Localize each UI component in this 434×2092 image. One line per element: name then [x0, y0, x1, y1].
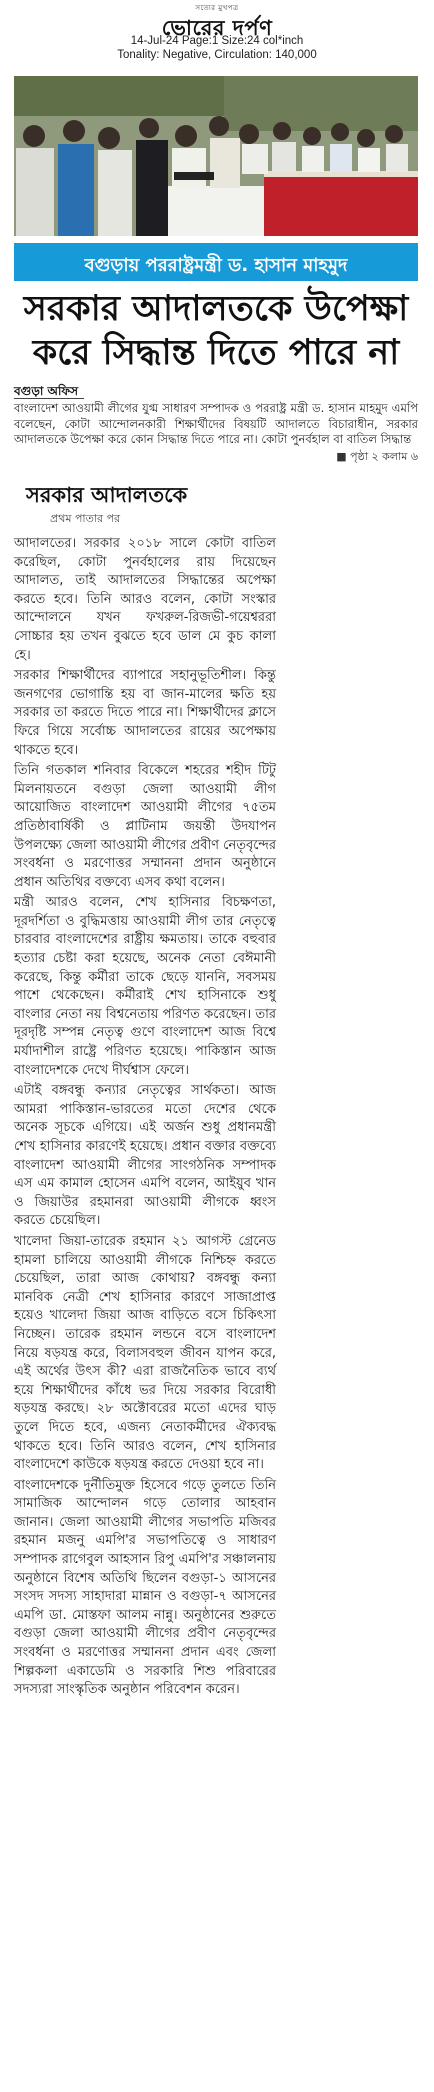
- body-paragraph: আদালতের। সরকার ২০১৮ সালে কোটা বাতিল করেছিল, কোটা পুনর্বহালের রায় দিয়েছেন আদালত, তাই আদালতের সিদ্ধান্তের অপেক্ষা করতে হবে। তিনি আরও বলেন, কোটা সংস্কার আন্দোলনে যখন ফখরুল-রিজভী-গয়েশ্বররা সোচ্চার হয় তখন বুঝতে হবে ডাল মে কুচ কালা হে।: [14, 536, 276, 663]
- body-paragraph: তিনি গতকাল শনিবার বিকেলে শহরের শহীদ টিটু মিলনায়তনে বগুড়া জেলা আওয়ামী লীগ আয়োজিত বাংলাদেশ আওয়ামী লীগের ৭৫তম প্রতিষ্ঠাবার্ষিকী ও প্লাটিনাম জয়ন্তী উদযাপন উপলক্ষ্যে জেলা আওয়ামী লীগের প্রবীণ নেতৃবৃন্দের সংবর্ধনা ও মরণোত্তর সম্মাননা প্রদান অনুষ্ঠানে প্রধান অতিথির বক্তব্যে এসব কথা বলেন।: [14, 763, 276, 890]
- lede-paragraph: বাংলাদেশ আওয়ামী লীগের যুগ্ম সাধারণ সম্পাদক ও পররাষ্ট্র মন্ত্রী ড. হাসান মাহমুদ এমপি বলেছেন, কোটা আন্দোলনকারী শিক্ষার্থীদের বিষয়টি আদালতে বিচারাধীন, সরকার আদালতকে উপেক্ষা করে কোন সিদ্ধান্ত দিতে পারে না। কোটা পুনর্বহাল বা বাতিল সিদ্ধান্ত: [14, 401, 418, 446]
- clipping-tonality: Tonality: Negative, Circulation: 140,000: [117, 49, 317, 61]
- event-photo-image: [14, 76, 418, 236]
- kicker-text: বগুড়ায় পররাষ্ট্রমন্ত্রী ড. হাসান মাহমুদ: [84, 255, 348, 276]
- continuation-subtitle: প্রথম পাতার পর: [50, 512, 121, 525]
- body-paragraph: খালেদা জিয়া-তারেক রহমান ২১ আগস্ট গ্রেনেড হামলা চালিয়ে আওয়ামী লীগকে নিশ্চিহ্ন করতে চেয়েছিল, তারা আজ কোথায়? বঙ্গবন্ধু কন্যা মানবিক নেত্রী শেখ হাসিনার কারণে সাজাপ্রাপ্ত হয়েও খালেদা জিয়া আজ বাড়িতে বসে চিকিৎসা নিচ্ছেন। তারেক রহমান লন্ডনে বসে বাংলাদেশ নিয়ে ষড়যন্ত্র করে, বিলাসবহুল জীবন যাপন করে, এই অর্থের উৎস কী? এরা রাজনৈতিক ভাবে ব্যর্থ হয়ে শিক্ষার্থীদের কাঁধে ভর দিয়ে সরকার বিরোধী ষড়যন্ত্র করছে। ২৮ অক্টোবরের মতো এদের ঘাড় তুলে দিতে হবে, এজন্য নেতাকর্মীদের ঐক্যবদ্ধ থাকতে হবে। তিনি আরও বলেন, শেখ হাসিনার বাংলাদেশে কাউকে ষড়যন্ত্র করতে দেওয়া হবে না।: [14, 1233, 276, 1473]
- headline: সরকার আদালতকে উপেক্ষা করে সিদ্ধান্ত দিতে পারে না: [23, 289, 409, 373]
- clipping-header: [0, 0, 434, 74]
- continuation-column: [14, 482, 276, 1700]
- event-photo: [14, 76, 418, 236]
- dateline-office: বগুড়া অফিস: [14, 384, 79, 398]
- continued-on-page: ■ পৃষ্ঠা ২ কলাম ৬: [336, 450, 418, 463]
- body-paragraph: সরকার শিক্ষার্থীদের ব্যাপারে সহানুভূতিশীল। কিন্তু জনগণের ভোগান্তি হয় বা জান-মালের ক্ষতি হয় সরকার তা করতে দিতে পারে না। শিক্ষার্থীদের ক্লাসে ফিরে গিয়ে সর্বোচ্চ আদালতের রায়ের অপেক্ষায় থাকতে হবে।: [14, 668, 276, 758]
- dateline-underline: [14, 398, 84, 399]
- body-paragraph: এটাই বঙ্গবন্ধু কন্যার নেতৃত্বের সার্থকতা। আজ আমরা পাকিস্তান-ভারতের মতো দেশের থেকে অনেক সূচকে এগিয়ে। এই অর্জন শুধু প্রধানমন্ত্রী শেখ হাসিনার কারণেই হয়েছে। প্রধান বক্তার বক্তব্যে বাংলাদেশ আওয়ামী লীগের সাংগঠনিক সম্পাদক এস এম কামাল হোসেন এমপি বলেন, আইয়ুব খান ও জিয়াউর রহমানরা আওয়ামী লীগকে ধ্বংস করতে চেয়েছিল।: [14, 1083, 276, 1229]
- clipping-date-size: 14-Jul-24 Page:1 Size:24 col*inch: [130, 35, 304, 47]
- body-paragraph: বাংলাদেশকে দুর্নীতিমুক্ত হিসেবে গড়ে তুলতে তিনি সামাজিক আন্দোলন গড়ে তোলার আহবান জানান। জেলা আওয়ামী লীগের সভাপতি মজিবর রহমান মজনু এমপি'র সভাপতিত্বে ও সাধারণ সম্পাদক রাগেবুল আহসান রিপু এমপি'র সঞ্চালনায় অনুষ্ঠানে বিশেষ অতিথি ছিলেন বগুড়া-১ আসনের সংসদ সদস্য সাহাদারা মান্নান ও বগুড়া-৭ আসনের এমপি ডা. মোস্তফা আলম নান্নু। অনুষ্ঠানের শুরুতে বগুড়া জেলা আওয়ামী লীগের প্রবীণ নেতৃবৃন্দের সংবর্ধনা ও মরণোত্তর সম্মাননা প্রদান এবং জেলা শিল্পকলা একাডেমি ও সরকারি শিশু পরিবারের সদস্যরা সাংস্কৃতিক অনুষ্ঠান পরিবেশন করেন।: [14, 1477, 276, 1698]
- continuation-title: সরকার আদালতকে: [26, 483, 188, 507]
- kicker-banner: [14, 243, 418, 281]
- masthead-tagline: সত্যের মুখপত্র: [195, 4, 239, 12]
- masthead-title: ভোরের দর্পণ: [161, 16, 273, 40]
- body-paragraph: মন্ত্রী আরও বলেন, শেখ হাসিনার বিচক্ষণতা, দূরদর্শিতা ও বুদ্ধিমত্তায় আওয়ামী লীগ তার নেতৃত্বে চারবার বাংলাদেশের রাষ্ট্রীয় ক্ষমতায়। তাকে বহুবার হত্যার চেষ্টা করা হয়েছে, অনেক নেতা বেঈমানী করেছে, কিন্তু কর্মীরা তাকে ছেড়ে যাননি, সবসময় পাশে থেকেছেন। কর্মীরাই শেখ হাসিনাকে শুধু বাংলার নেতা নয় বিশ্বনেতায় পরিণত করেছেন। তার দূরদৃষ্টি সম্পন্ন নেতৃত্ব গুণে বাংলাদেশ আজ বিশ্বে মর্যাদাশীল রাষ্ট্রে পরিণত হয়েছে। পাকিস্তান আজ বাংলাদেশকে দেখে দীর্ঘশ্বাস ফেলে।: [14, 895, 276, 1078]
